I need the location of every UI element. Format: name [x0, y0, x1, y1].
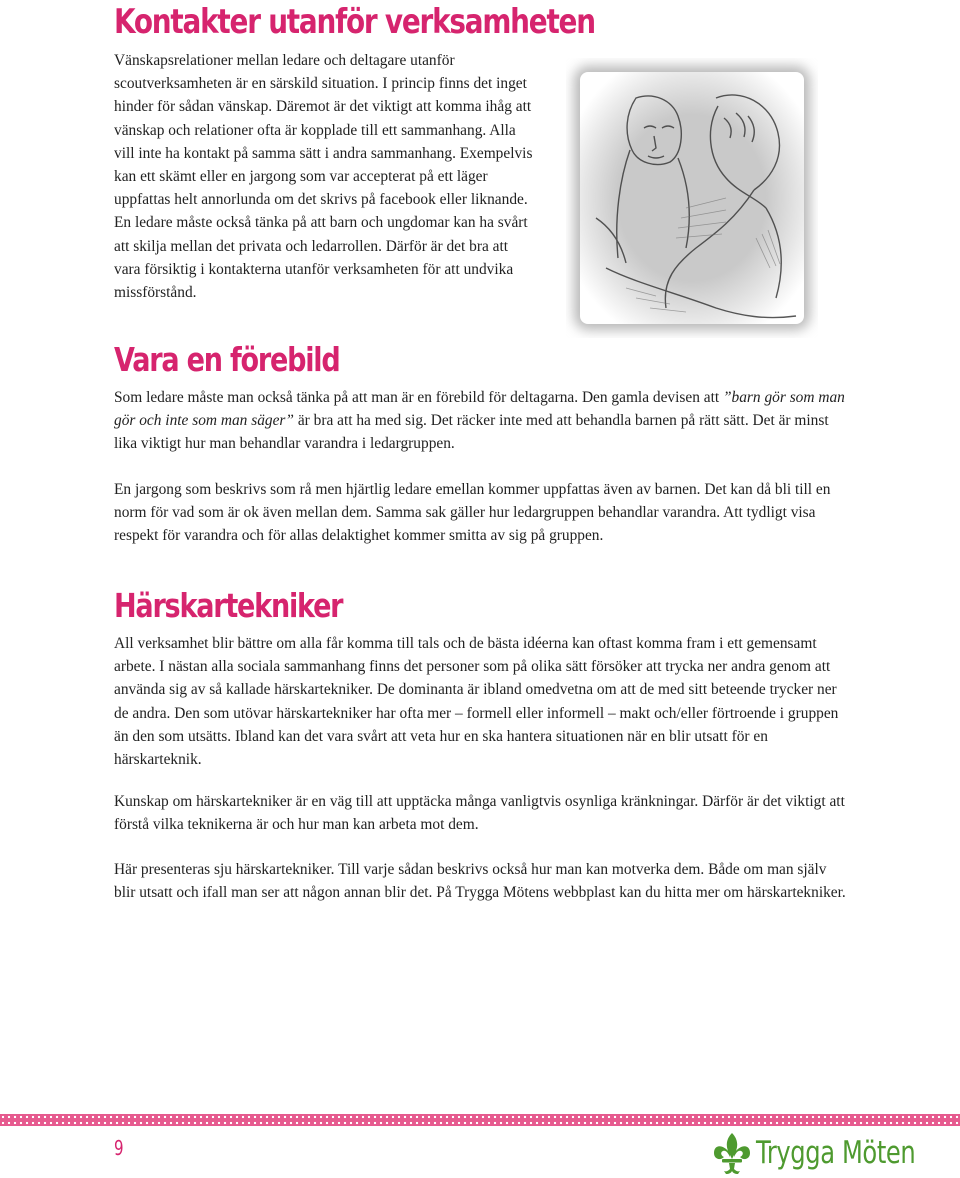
fleur-de-lis-icon — [712, 1131, 752, 1175]
forebild-text-end: är bra att ha med sig. Det räcker inte med att behandla barnen på rätt sätt. Det är minst lika viktigt hur man behandlar varandra i ledargruppen. — [114, 412, 829, 453]
brand-logo-block — [712, 1128, 960, 1178]
paragraph-kontakter: Vänskapsrelationer mellan ledare och deltagare utanför scoutverksamheten är en särskild situation. I princip finns det inget hinder för sådan vänskap. Däremot är det viktigt att komma ihåg att vänskap och relationer ofta är kopplade till ett sammanhang. Alla vill inte ha kontakt på samma sätt i andra sammanhang. Exempelvis kan ett skämt eller en jargong som var accepterat på ett läger uppfattas helt annorlunda om det skrivs på facebook eller liknande. En ledare måste också tänka på att barn och ungdomar kan ha svårt att skilja mellan det privata och ledarrollen. Därför är det bra att vara försiktig i kontakterna utanför verksamheten för att undvika missförstånd. — [114, 52, 533, 302]
sketch-photo — [566, 58, 818, 338]
paragraph-harskartekniker-1: All verksamhet blir bättre om alla får komma till tals och de bästa idéerna kan oftast komma fram i ett gemensamt arbete. I nästan alla sociala sammanhang finns det personer som på olika sätt försöker att trycka ner andra genom att använda sig av så kallade härskartekniker. De dominanta är ibland omedvetna om att de med sitt beteende trycker ner de andra. Den som utövar härskartekniker har ofta mer – formell eller informell – makt och/eller förtroende i gruppen än den som utsätts. Ibland kan det vara svårt att veta hur en ska hantera situationen när en blir utsatt för en härskarteknik. — [114, 635, 839, 769]
paragraph-forebild-2: En jargong som beskrivs som rå men hjärtlig ledare emellan kommer uppfattas även av barnen. Det kan då bli till en norm för vad som är ok även mellan dem. Samma sak gäller hur ledargruppen behandlar varandra. Att tydligt visa respekt för varandra och för allas delaktighet kommer smitta av sig på gruppen. — [114, 481, 831, 545]
forebild-quote: ”barn gör som man gör och inte som man säger” — [114, 389, 845, 430]
heading-kontakter: Kontakter utanför verksamheten — [114, 2, 595, 42]
paragraph-harskartekniker-3: Här presenteras sju härskartekniker. Till varje sådan beskrivs också hur man kan motverka dem. Både om man själv blir utsatt och ifall man ser att någon annan blir det. På Trygga Mötens webbplast kan du hitta mer om härskartekniker. — [114, 861, 846, 902]
paragraph-harskartekniker-2: Kunskap om härskartekniker är en väg till att upptäcka många vanligtvis osynliga kränkningar. Därför är det viktigt att förstå vilka teknikerna är och hur man kan arbeta mot dem. — [114, 793, 845, 834]
heading-harskartekniker: Härskartekniker — [114, 586, 343, 625]
forebild-text-start: Som ledare måste man också tänka på att man är en förebild för deltagarna. Den gamla devisen att — [114, 389, 723, 406]
page-number: 9 — [114, 1136, 124, 1160]
footer-dotted-band — [0, 1114, 960, 1126]
paragraph-forebild-1 — [114, 386, 849, 456]
brand-name: Trygga Möten — [756, 1135, 916, 1171]
heading-vara-en-forebild: Vara en förebild — [114, 340, 340, 379]
